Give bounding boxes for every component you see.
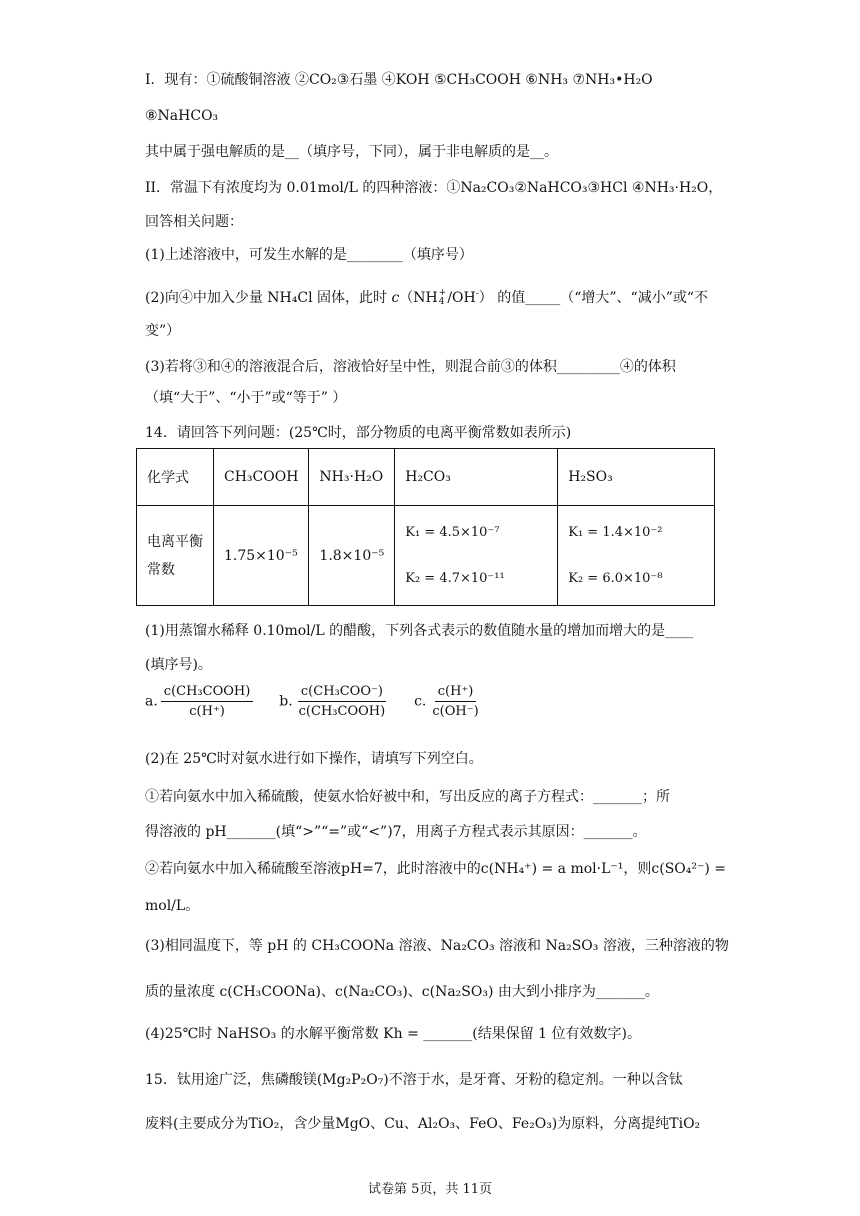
section-i-line-3: 其中属于强电解质的是__（填序号，下同），属于非电解质的是__。 [145, 144, 558, 160]
table-header-row [137, 449, 715, 506]
section-ii-q2-start: (2)向④中加入少量 NH₄Cl 固体，此时 [145, 290, 387, 306]
option-a-label: a. [145, 693, 158, 710]
option-a-denominator: c(H⁺) [189, 704, 225, 719]
q2-concentration-ratio: c [391, 290, 400, 306]
table-row-label [137, 506, 214, 606]
option-b-denominator: c(CH₃COOH) [298, 704, 386, 719]
q14-part-2-2-line-1: ②若向氨水中加入稀硫酸至溶液pH=7，此时溶液中的c(NH₄⁺) = a mol·L⁻¹，则c(SO₄²⁻) = [145, 861, 727, 877]
q15-line-1: 15．钛用途广泛，焦磷酸镁(Mg₂P₂O₇)不溶于水，是牙膏、牙粉的稳定剂。一种以含钛 [145, 1072, 683, 1088]
ionization-constant-table [136, 448, 715, 606]
table-header-h2so3: H₂SO₃ [558, 449, 715, 506]
table-header-h2co3: H₂CO₃ [395, 449, 558, 506]
q14-part-4: (4)25℃时 NaHSO₃ 的水解平衡常数 Kh = _______(结果保留 1 位有效数字)。 [145, 1026, 641, 1042]
option-c-label: c. [414, 693, 427, 710]
q14-part-3-line-1: (3)相同温度下，等 pH 的 CH₃COONa 溶液、Na₂CO₃ 溶液和 Na₂SO₃ 溶液，三种溶液的物 [145, 938, 729, 954]
table-header-ch3cooh: CH₃COOH [214, 449, 309, 506]
q14-part-2-title: (2)在 25℃时对氨水进行如下操作，请填写下列空白。 [145, 751, 483, 767]
table-value-h2co3 [395, 506, 558, 606]
table-value-h2so3 [558, 506, 715, 606]
section-i-line-1: I．现有：①硫酸铜溶液 ②CO₂③石墨 ④KOH ⑤CH₃COOH ⑥NH₃ ⑦NH₃•H₂O [145, 72, 653, 88]
section-ii-q3-line-2: （填“大于”、“小于”或“等于” ） [145, 390, 347, 406]
section-ii-line-1: II．常温下有浓度均为 0.01mol/L 的四种溶液：①Na₂CO₃②NaHCO₃③HCl ④NH₃·H₂O， [145, 180, 723, 196]
q15-line-2: 废料(主要成分为TiO₂，含少量MgO、Cu、Al₂O₃、FeO、Fe₂O₃)为原料，分离提纯TiO₂ [145, 1116, 701, 1132]
q14-part-1-line-2: (填序号)。 [145, 657, 212, 673]
h2so3-k2: K₂ = 6.0×10⁻⁸ [568, 570, 663, 586]
section-ii-q3-line-1: (3)若将③和④的溶液混合后，溶液恰好呈中性，则混合前③的体积_________④的体积 [145, 359, 676, 375]
h2co3-k1: K₁ = 4.5×10⁻⁷ [405, 524, 500, 540]
section-ii-q2-end: 的值_____（“增大”、“减小”或“不 [497, 290, 709, 306]
table-value-nh3h2o: 1.8×10⁻⁵ [309, 506, 395, 606]
option-b-numerator: c(CH₃COO⁻) [298, 684, 386, 702]
h2so3-k1: K₁ = 1.4×10⁻² [568, 524, 663, 540]
q14-part-2-1-line-1: ①若向氨水中加入稀硫酸，使氨水恰好被中和，写出反应的离子方程式：_______；所 [145, 789, 670, 805]
option-c-numerator: c(H⁺) [435, 684, 477, 702]
q14-part-1-line-1: (1)用蒸馏水稀释 0.10mol/L 的醋酸，下列各式表示的数值随水量的增加而增大的是____ [145, 623, 694, 639]
q14-part-3-line-2: 质的量浓度 c(CH₃COONa)、c(Na₂CO₃)、c(Na₂SO₃) 由大到小排序为_______。 [145, 984, 659, 1000]
option-c-fraction [429, 684, 481, 719]
page-footer: 试卷第 5页，共 11页 [367, 1182, 493, 1197]
option-a-fraction [161, 684, 254, 719]
table-header-label: 化学式 [137, 449, 214, 506]
section-ii-q2: (2)向④中加入少量 NH₄Cl 固体，此时 c（NH + 4 /OH-） 的值_____（“增大”、“减小”或“不 [145, 288, 709, 307]
h2co3-k2: K₂ = 4.7×10⁻¹¹ [405, 570, 505, 586]
option-a-numerator: c(CH₃COOH) [161, 684, 254, 702]
section-ii-q1: (1)上述溶液中，可发生水解的是________（填序号） [145, 247, 473, 263]
table-value-ch3cooh: 1.75×10⁻⁵ [214, 506, 309, 606]
table-value-row [137, 506, 715, 606]
q14-part-2-2-line-2: mol/L。 [145, 898, 200, 914]
section-ii-line-2: 回答相关问题： [145, 214, 243, 230]
option-c-denominator: c(OH⁻) [432, 704, 479, 719]
table-header-nh3h2o: NH₃·H₂O [309, 449, 395, 506]
q14-title: 14．请回答下列问题：(25℃时，部分物质的电离平衡常数如表所示) [145, 425, 572, 441]
q14-options [145, 684, 485, 719]
nh4-ion-marker: + 4 [438, 288, 447, 307]
section-i-line-2: ⑧NaHCO₃ [145, 108, 219, 124]
q14-part-2-1-line-2: 得溶液的 pH_______(填“>”“=”或“<”)7，用离子方程式表示其原因：_______。 [145, 824, 647, 840]
section-ii-q2-cont: 变”） [145, 323, 181, 339]
option-b-fraction [296, 684, 389, 719]
table-row-label-1: 电离平衡 [147, 533, 203, 550]
option-b-label: b. [279, 693, 293, 710]
table-row-label-2: 常数 [147, 561, 175, 578]
